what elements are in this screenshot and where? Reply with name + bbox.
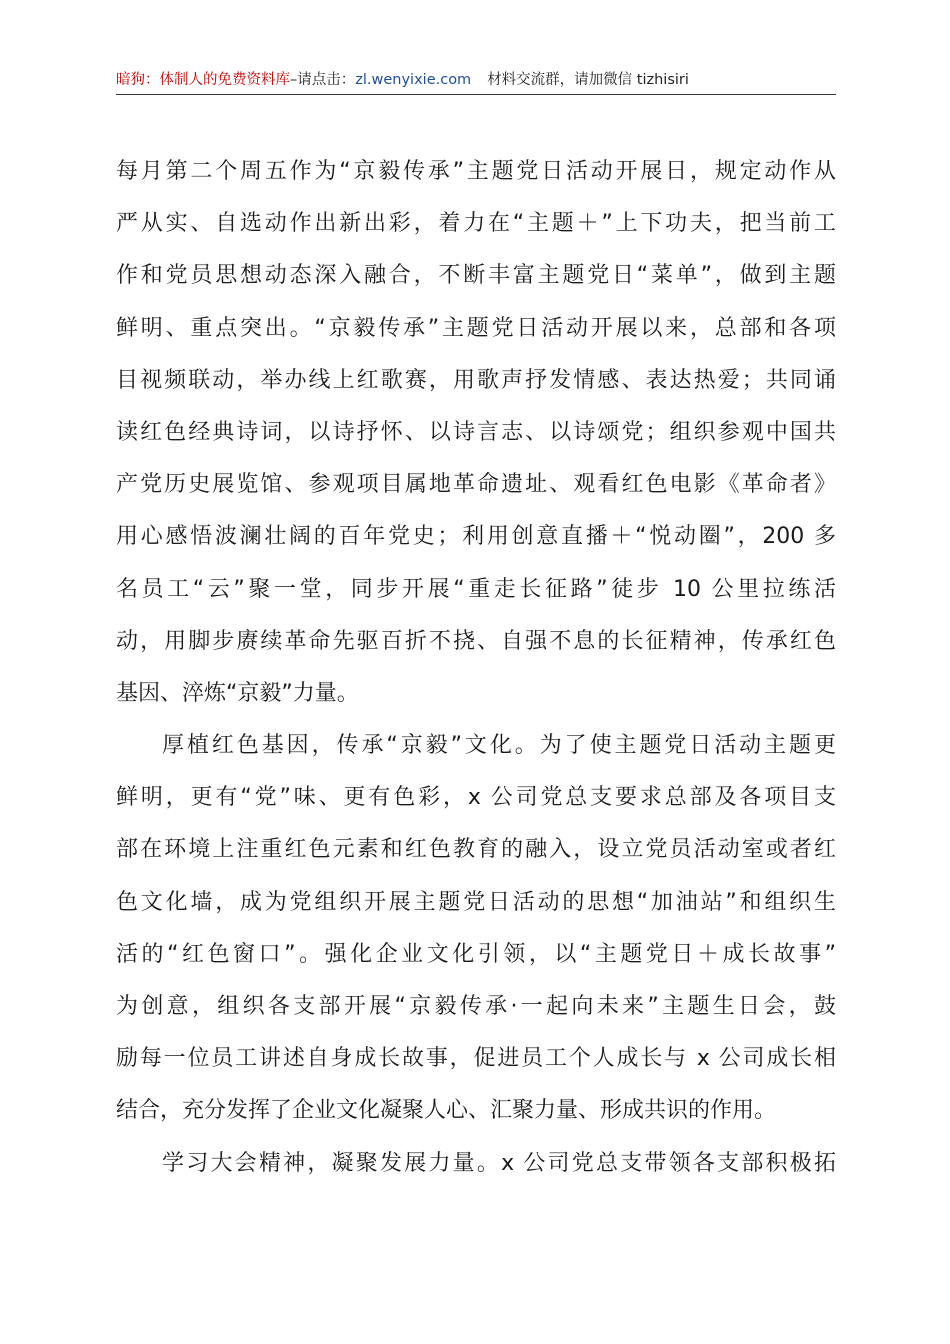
text-line: 基因、淬炼“京毅”力量。 <box>116 680 359 706</box>
header-url-link[interactable]: zl.wenyixie.com <box>355 72 472 88</box>
text-line: 严从实、自选动作出新出彩，着力在“主题＋”上下功夫，把当前工 <box>116 211 836 237</box>
text-line: 读红色经典诗词，以诗抒怀、以诗言志、以诗颂党；组织参观中国共 <box>116 419 836 445</box>
text-line: 用心感悟波澜壮阔的百年党史；利用创意直播＋“悦动圈”，200 多 <box>116 524 836 550</box>
text-line: 作和党员思想动态深入融合，不断丰富主题党日“菜单”，做到主题 <box>116 263 836 289</box>
document-body <box>116 146 836 1190</box>
header-divider <box>116 94 836 95</box>
text-line: 动，用脚步赓续革命先驱百折不挠、自强不息的长征精神，传承红色 <box>116 628 836 654</box>
paragraph-start-line: 厚植红色基因，传承“京毅”文化。为了使主题党日活动主题更 <box>162 733 836 759</box>
text-line: 部在环境上注重红色元素和红色教育的融入，设立党员活动室或者红 <box>116 837 836 863</box>
text-line: 为创意，组织各支部开展“京毅传承·一起向未来”主题生日会，鼓 <box>116 994 836 1019</box>
paragraph-start-line: 学习大会精神，凝聚发展力量。x 公司党总支带领各支部积极拓 <box>162 1150 836 1176</box>
text-line: 名员工“云”聚一堂，同步开展“重走长征路”徒步 10 公里拉练活 <box>116 576 836 602</box>
header-site-label: 暗狗：体制人的免费资料库 <box>116 72 290 88</box>
text-line: 励每一位员工讲述自身成长故事，促进员工个人成长与 x 公司成长相 <box>116 1046 836 1072</box>
page-header <box>116 66 836 94</box>
text-line: 产党历史展览馆、参观项目属地革命遗址、观看红色电影《革命者》 <box>116 472 836 498</box>
text-line: 色文化墙，成为党组织开展主题党日活动的思想“加油站”和组织生 <box>116 889 836 915</box>
text-line: 鲜明、重点突出。“京毅传承”主题党日活动开展以来，总部和各项 <box>116 315 836 341</box>
text-line: 鲜明，更有“党”味、更有色彩，x 公司党总支要求总部及各项目支 <box>116 785 836 811</box>
header-click-prompt: –请点击： <box>290 72 356 88</box>
text-line: 结合，充分发挥了企业文化凝聚人心、汇聚力量、形成共识的作用。 <box>116 1098 777 1124</box>
text-line: 目视频联动，举办线上红歌赛，用歌声抒发情感、表达热爱；共同诵 <box>116 367 836 393</box>
header-group-note: 材料交流群，请加微信 tizhisiri <box>487 72 689 88</box>
text-line: 活的“红色窗口”。强化企业文化引领，以“主题党日＋成长故事” <box>116 941 836 967</box>
text-line: 每月第二个周五作为“京毅传承”主题党日活动开展日，规定动作从 <box>116 159 836 184</box>
